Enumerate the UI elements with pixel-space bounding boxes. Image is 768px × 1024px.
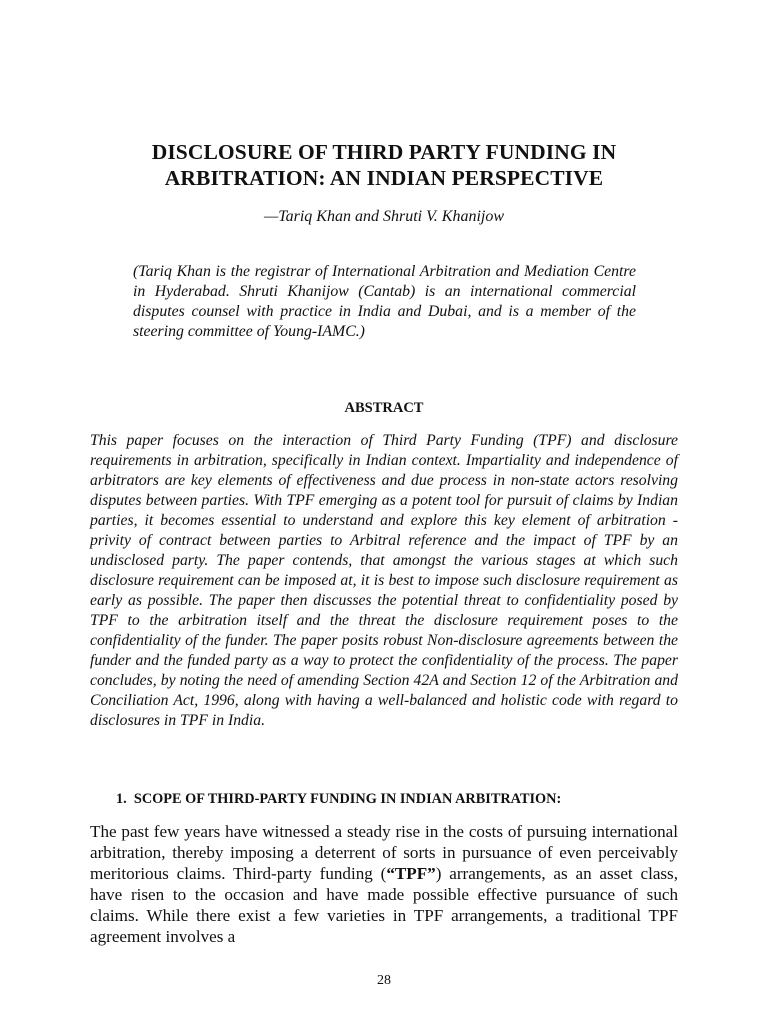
page-number: 28 <box>377 973 391 988</box>
author-bio: (Tariq Khan is the registrar of International Arbitration and Mediation Centre in Hyderabad. Shruti Khanijow (Cantab) is an international commercial disputes counsel with practice in India and Dubai, and is a member of the steering committee of Young-IAMC.) <box>133 263 636 340</box>
section-paragraph-text-start: The past few years have witnessed a steady rise in the costs of pursuing international arbitration, thereby imposing a deterrent of sorts in pursuance of even perceivably meritorious claims. Third-party funding ( <box>90 822 678 883</box>
abstract-body: This paper focuses on the interaction of Third Party Funding (TPF) and disclosure requirements in arbitration, specifically in Indian context. Impartiality and independence of arbitrators are key elements of effectiveness and due process in non-state actors resolving disputes between parties. With TPF emerging as a potent tool for pursuit of claims by Indian parties, it becomes essential to understand and explore this key element of arbitration - privity of contract between parties to Arbitral reference and the impact of TPF by an undisclosed party. The paper contends, that amongst the various stages at which such disclosure requirement can be imposed at, it is best to impose such disclosure requirement as early as possible. The paper then discusses the potential threat to confidentiality posed by TPF to the arbitration itself and the threat the disclosure requirement poses to the confidentiality of the funder. The paper posits robust Non-disclosure agreements between the funder and the funded party as a way to protect the confidentiality of the process. The paper concludes, by noting the need of amending Section 42A and Section 12 of the Arbitration and Conciliation Act, 1996, along with having a well-balanced and holistic code with regard to disclosures in TPF in India. <box>90 432 678 729</box>
author-byline: —Tariq Khan and Shruti V. Khanijow <box>263 208 505 225</box>
section-paragraph-text-end: ) arrangements, as an asset class, have risen to the occasion and have made possible effective pursuance of such claims. While there exist a few varieties in TPF arrangements, a traditional TPF agreement involves a <box>90 864 678 946</box>
defined-term-tpf: “TPF” <box>386 864 436 883</box>
section-paragraph <box>90 821 678 947</box>
abstract-heading: ABSTRACT <box>344 400 424 416</box>
paper-title: DISCLOSURE OF THIRD PARTY FUNDING IN ARBITRATION: AN INDIAN PERSPECTIVE <box>151 140 617 190</box>
section-heading: 1. SCOPE OF THIRD-PARTY FUNDING IN INDIAN ARBITRATION: <box>116 791 562 807</box>
